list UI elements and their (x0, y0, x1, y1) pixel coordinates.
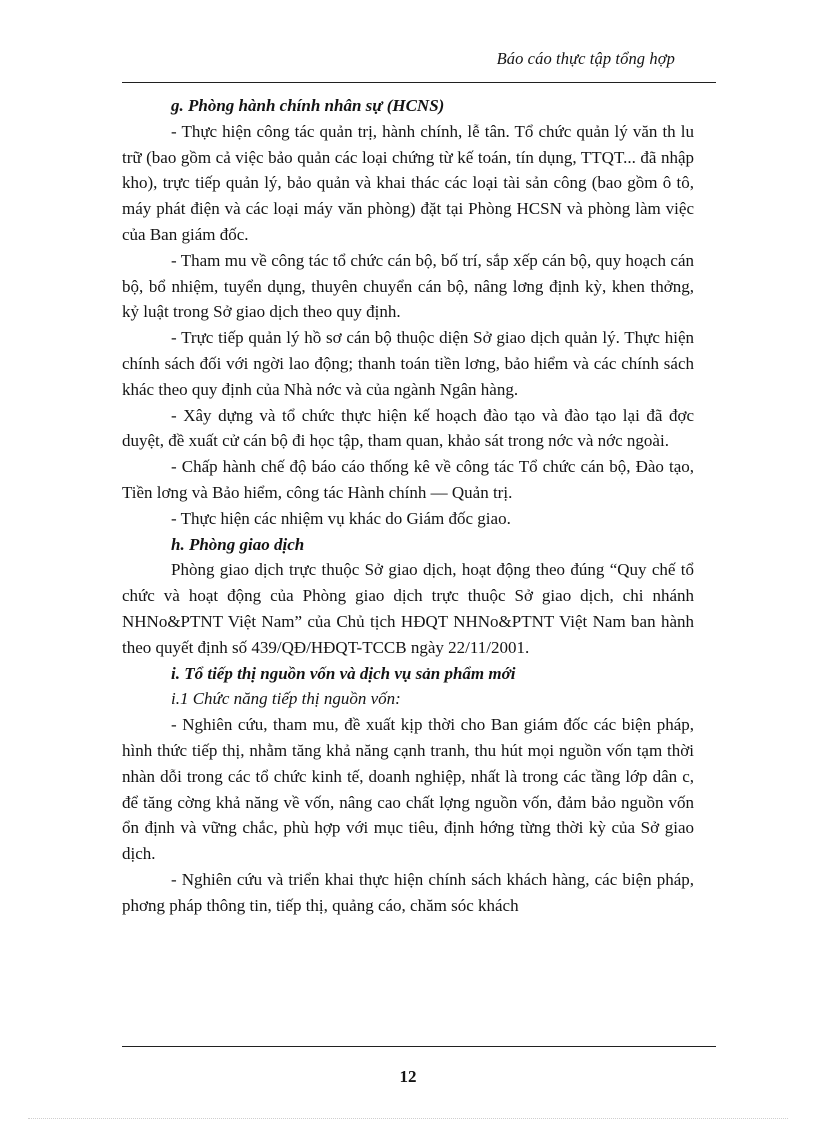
section-g-paragraph: - Thực hiện công tác quản trị, hành chính, lễ tân. Tổ chức quản lý văn th lu trữ (bao gồm cả việc bảo quản các loại chứng từ kế toán, tín dụng, TTQT... đã nhập kho), trực tiếp quản lý, bảo quản và khai thác các loại tài sản công (bao gồm ô tô, máy phát điện và các loại máy văn phòng) đặt tại Phòng HCSN và phòng làm việc của Ban giám đốc. (122, 121, 694, 244)
section-g-paragraph: - Chấp hành chế độ báo cáo thống kê về công tác Tổ chức cán bộ, Đào tạo, Tiền lơng và Bảo hiểm, công tác Hành chính — Quản trị. (122, 457, 694, 502)
header-rule (122, 82, 716, 83)
section-h-heading: h. Phòng giao dịch (171, 534, 305, 554)
section-i-heading: i. Tổ tiếp thị nguồn vốn và dịch vụ sản phẩm mới (171, 663, 516, 683)
page-edge-dotted-line (28, 1118, 788, 1119)
footer-rule (122, 1046, 716, 1047)
section-h-paragraph: Phòng giao dịch trực thuộc Sở giao dịch, hoạt động theo đúng “Quy chế tổ chức và hoạt động của Phòng giao dịch trực thuộc Sở giao dịch, chi nhánh NHNo&PTNT Việt Nam” của Chủ tịch HĐQT NHNo&PTNT Việt Nam ban hành theo quyết định số 439/QĐ/HĐQT-TCCB ngày 22/11/2001. (122, 560, 694, 657)
page-body (122, 93, 694, 919)
section-g-paragraph: - Tham mu về công tác tổ chức cán bộ, bố trí, sắp xếp cán bộ, quy hoạch cán bộ, bổ nhiệm, tuyển dụng, thuyên chuyển cán bộ, nâng lơng định kỳ, khen thởng, kỷ luật trong Sở giao dịch theo quy định. (122, 250, 694, 322)
section-i-paragraph: - Nghiên cứu và triển khai thực hiện chính sách khách hàng, các biện pháp, phơng pháp thông tin, tiếp thị, quảng cáo, chăm sóc khách (122, 869, 694, 915)
section-g-paragraph: - Trực tiếp quản lý hồ sơ cán bộ thuộc diện Sở giao dịch quản lý. Thực hiện chính sách đối với ngời lao động; thanh toán tiền lơng, bảo hiểm và các chính sách khác theo quy định của Nhà nớc và của ngành Ngân hàng. (122, 328, 694, 399)
section-g-heading: g. Phòng hành chính nhân sự (HCNS) (171, 96, 445, 115)
section-g-paragraph: - Xây dựng và tổ chức thực hiện kế hoạch đào tạo và đào tạo lại đã đợc duyệt, đề xuất cử cán bộ đi học tập, tham quan, khảo sát trong nớc và nớc ngoài. (122, 405, 694, 451)
section-g-paragraph: - Thực hiện các nhiệm vụ khác do Giám đốc giao. (171, 508, 511, 528)
section-i-paragraph: - Nghiên cứu, tham mu, đề xuất kịp thời cho Ban giám đốc các biện pháp, hình thức tiếp thị, nhằm tăng khả năng cạnh tranh, thu hút mọi nguồn vốn tạm thời nhàn dỗi trong các tổ chức kinh tế, doanh nghiệp, nhất là trong các tầng lớp dân c, để tăng cờng khả năng về vốn, nâng cao chất lợng nguồn vốn, đảm bảo nguồn vốn ổn định và vững chắc, phù hợp với mục tiêu, định hớng từng thời kỳ của Sở giao dịch. (122, 715, 694, 864)
section-i-subheading: i.1 Chức năng tiếp thị nguồn vốn: (171, 689, 401, 709)
running-header: Báo cáo thực tập tổng hợp (496, 49, 675, 68)
page-number: 12 (399, 1067, 417, 1086)
